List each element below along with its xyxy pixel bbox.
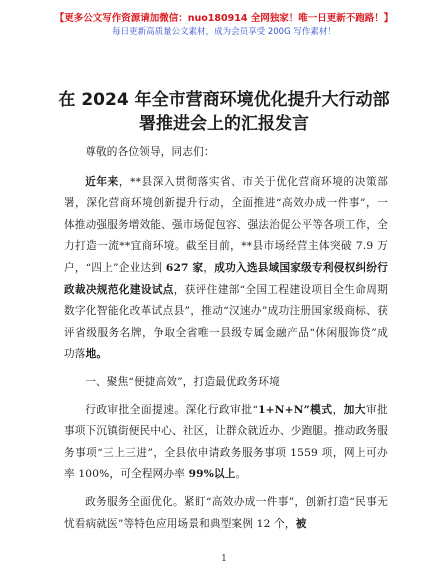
promo-line-2: 每日更新高质量公文素材，成为会员享受 200G 写作素材！ <box>112 27 336 37</box>
text-run: 审批事项下沉镇街便民中心、社区，让群众就近办、少跑腿。推动政务服务事项“三上三进”，全县依申请政务服务事项 1559 项，网上可办率 100%，可全程网办率 <box>64 403 388 481</box>
bold-run: 成功入选县域国家级专利侵权纠纷行政裁决规范化建设试点 <box>64 261 388 296</box>
paragraph-intro <box>64 172 388 366</box>
page-number: 1 <box>221 554 227 564</box>
bold-run: 99%以上 <box>188 468 236 481</box>
text-run: 。 <box>235 468 247 481</box>
text-run: ，**县深入贯彻落实省、市关于优化营商环境的决策部署，深化营商环境创新提升行动，全面推进“高效办成一件事”，一体推动强服务增效能、强市场促包容、强法治促公平等各项工作，全力打造一流**宜商环境。截至目前，**县市场经营主体突破 7.9 万户，“四上”企业达到 <box>64 175 388 274</box>
bold-run: 地。 <box>85 348 108 361</box>
text-run: 政务服务全面优化。紧盯“高效办成一件事”，创新打造“民事无忧看病就医”等特色应用场景和典型案例 12 个， <box>64 495 388 530</box>
bold-run: 被 <box>295 517 307 530</box>
bold-run: 1+N+N”模式 <box>258 403 333 416</box>
bold-run: 加大 <box>343 403 367 416</box>
lead-phrase: 近年来 <box>85 175 119 188</box>
text-run: ， <box>332 403 344 416</box>
section-heading-1: 一、聚焦“便捷高效”，打造最优政务环境 <box>85 375 280 388</box>
text-run: 行政审批全面提速。深化行政审批“ <box>85 403 259 416</box>
text-run: ， <box>203 261 215 274</box>
promo-banner <box>0 12 448 39</box>
bold-run: 627 家 <box>165 261 204 274</box>
text-run: ，获评住建部“全国工程建设项目全生命周期数字化智能化改革试点县”，推动“汉速办”成功注册国家级商标、获评省级服务名牌，争取全省唯一县级专属金融产品“休闲服饰贷”成功落 <box>64 283 389 361</box>
salutation: 尊敬的各位领导，同志们： <box>85 146 215 158</box>
paragraph-service <box>64 492 388 535</box>
paragraph-approval <box>64 400 388 486</box>
promo-line-1: 【更多公文写作资源请加微信：nuo180914 全网独家！唯一日更新不跑路！】 <box>54 13 394 24</box>
document-body <box>64 142 388 541</box>
document-title: 在 2024 年全市营商环境优化提升大行动部署推进会上的汇报发言 <box>58 90 390 134</box>
